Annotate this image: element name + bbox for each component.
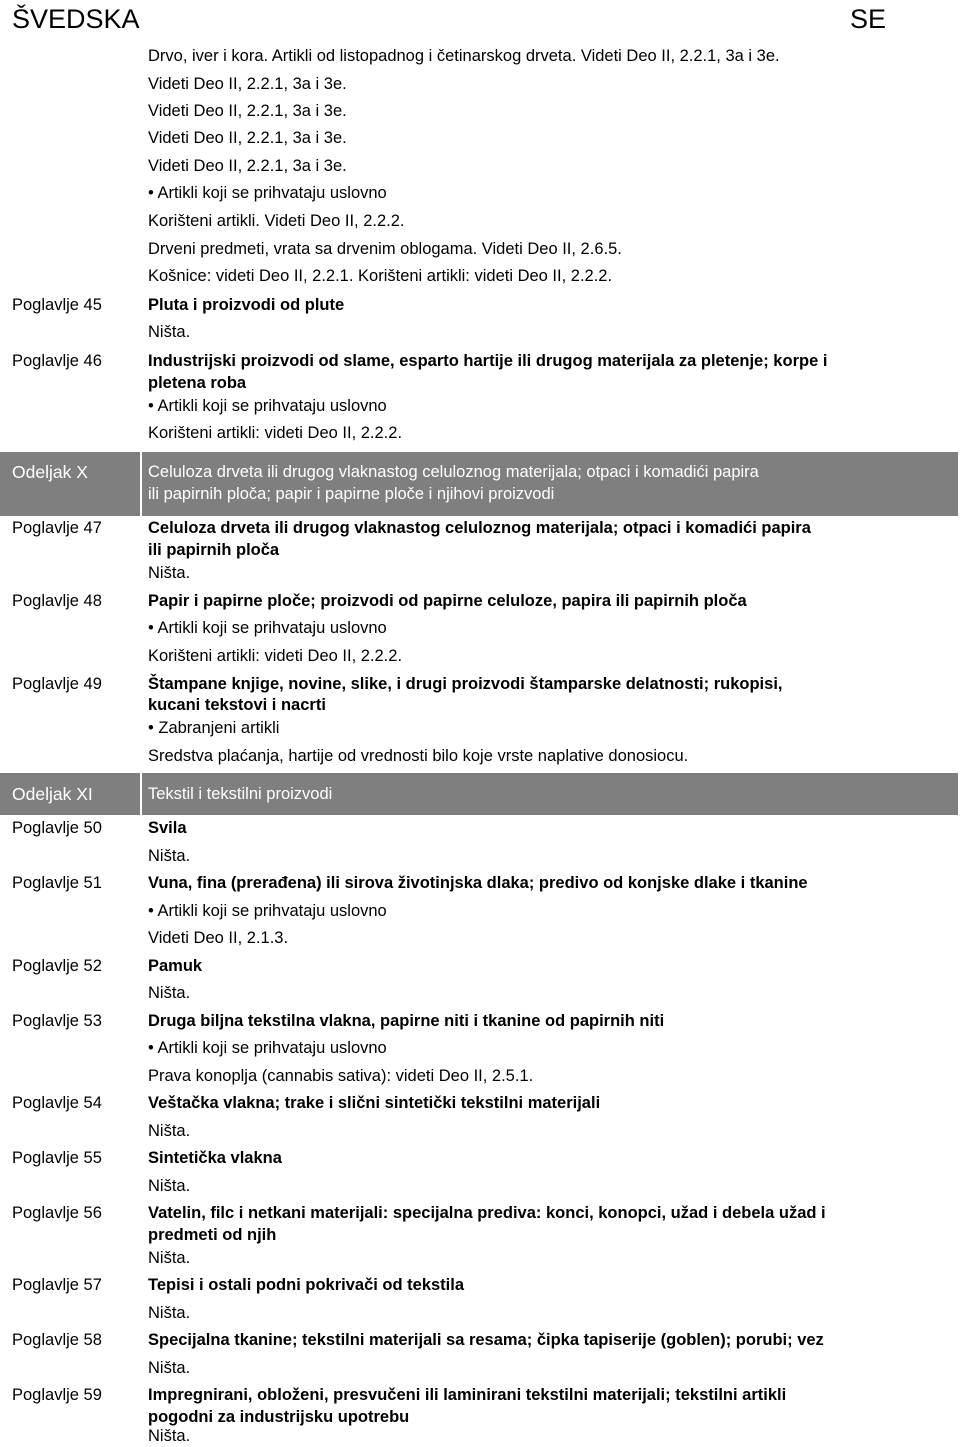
chapter-bullet: • Artikli koji se prihvataju uslovno xyxy=(148,397,387,415)
chapter-note: Videti Deo II, 2.1.3. xyxy=(148,929,289,947)
chapter-note: Ništa. xyxy=(148,1427,191,1445)
page-header xyxy=(12,4,886,40)
section-band xyxy=(0,773,958,815)
chapter-label: Poglavlje 51 xyxy=(12,874,102,892)
chapter-bullet: • Artikli koji se prihvataju uslovno xyxy=(148,619,387,637)
chapter-note: Ništa. xyxy=(148,847,191,865)
chapter-title: Papir i papirne ploče; proizvodi od papirne celuloze, papira ili papirnih ploča xyxy=(148,592,747,610)
chapter-title: Industrijski proizvodi od slame, esparto hartije ili drugog materijala za pletenje; korpe i xyxy=(148,352,828,370)
chapter-note: Ništa. xyxy=(148,984,191,1002)
section-title-cont: ili papirnih ploča; papir i papirne ploče i njihovi proizvodi xyxy=(148,485,555,503)
chapter-label: Poglavlje 56 xyxy=(12,1204,102,1222)
chapter-note: Ništa. xyxy=(148,1249,191,1267)
section-band xyxy=(0,452,958,516)
chapter-bullet: • Artikli koji se prihvataju uslovno xyxy=(148,1039,387,1057)
chapter-note: Ništa. xyxy=(148,564,191,582)
section-label: Odeljak X xyxy=(12,462,88,482)
chapter-bullet: • Zabranjeni artikli xyxy=(148,719,280,737)
chapter-note: Ništa. xyxy=(148,1122,191,1140)
band-divider xyxy=(140,452,142,516)
chapter-label: Poglavlje 49 xyxy=(12,675,102,693)
chapter-note: Ništa. xyxy=(148,1177,191,1195)
country-code: SE xyxy=(849,4,886,34)
chapter-title: Vuna, fina (prerađena) ili sirova životinjska dlaka; predivo od konjske dlake i tkanine xyxy=(148,874,808,892)
section-title: Celuloza drveta ili drugog vlaknastog celuloznog materijala; otpaci i komadići papira xyxy=(148,463,759,481)
chapter-label: Poglavlje 52 xyxy=(12,957,102,975)
chapter-title: Vatelin, filc i netkani materijali: specijalna prediva: konci, konopci, užad i debela užad i xyxy=(148,1204,826,1222)
chapter-bullet: • Artikli koji se prihvataju uslovno xyxy=(148,902,387,920)
chapter-title: Specijalna tkanine; tekstilni materijali sa resama; čipka tapiserije (goblen); porubi; vez xyxy=(148,1331,824,1349)
band-divider xyxy=(140,773,142,815)
chapter-label: Poglavlje 50 xyxy=(12,819,102,837)
chapter-title: Celuloza drveta ili drugog vlaknastog celuloznog materijala; otpaci i komadići papira xyxy=(148,519,811,537)
intro-line: Videti Deo II, 2.2.1, 3a i 3e. xyxy=(148,75,347,93)
chapter-label: Poglavlje 55 xyxy=(12,1149,102,1167)
chapter-title: Sintetička vlakna xyxy=(148,1149,282,1167)
intro-line: Videti Deo II, 2.2.1, 3a i 3e. xyxy=(148,102,347,120)
chapter-label: Poglavlje 54 xyxy=(12,1094,102,1112)
chapter-note: Ništa. xyxy=(148,1359,191,1377)
chapter-label: Poglavlje 57 xyxy=(12,1276,102,1294)
intro-line: Videti Deo II, 2.2.1, 3a i 3e. xyxy=(148,129,347,147)
intro-line: Drvo, iver i kora. Artikli od listopadnog i četinarskog drveta. Videti Deo II, 2.2.1, 3a i 3e. xyxy=(148,47,780,65)
chapter-label: Poglavlje 58 xyxy=(12,1331,102,1349)
chapter-label: Poglavlje 59 xyxy=(12,1386,102,1404)
chapter-title-cont: ili papirnih ploča xyxy=(148,541,280,559)
section-title: Tekstil i tekstilni proizvodi xyxy=(148,785,333,803)
chapter-note: Ništa. xyxy=(148,1304,191,1322)
intro-bullet: • Artikli koji se prihvataju uslovno xyxy=(148,184,387,202)
chapter-title: Pamuk xyxy=(148,957,203,975)
intro-line: Drveni predmeti, vrata sa drvenim oblogama. Videti Deo II, 2.6.5. xyxy=(148,240,622,258)
chapter-note: Prava konoplja (cannabis sativa): videti Deo II, 2.5.1. xyxy=(148,1067,534,1085)
chapter-label: Poglavlje 47 xyxy=(12,519,102,537)
chapter-title: Veštačka vlakna; trake i slični sintetički tekstilni materijali xyxy=(148,1094,601,1112)
chapter-title-cont: kucani tekstovi i nacrti xyxy=(148,696,326,714)
intro-line: Košnice: videti Deo II, 2.2.1. Korišteni artikli: videti Deo II, 2.2.2. xyxy=(148,267,613,285)
chapter-label: Poglavlje 48 xyxy=(12,592,102,610)
chapter-label: Poglavlje 53 xyxy=(12,1012,102,1030)
intro-line: Videti Deo II, 2.2.1, 3a i 3e. xyxy=(148,157,347,175)
chapter-title: Svila xyxy=(148,819,187,837)
chapter-title: Pluta i proizvodi od plute xyxy=(148,296,345,314)
chapter-note: Ništa. xyxy=(148,323,191,341)
chapter-label: Poglavlje 45 xyxy=(12,296,102,314)
chapter-note: Korišteni artikli: videti Deo II, 2.2.2. xyxy=(148,424,403,442)
country-name: ŠVEDSKA xyxy=(12,4,140,34)
chapter-title: Štampane knjige, novine, slike, i drugi proizvodi štamparske delatnosti; rukopisi, xyxy=(148,675,783,693)
intro-line: Korišteni artikli. Videti Deo II, 2.2.2. xyxy=(148,212,405,230)
chapter-note: Sredstva plaćanja, hartije od vrednosti bilo koje vrste naplative donosiocu. xyxy=(148,747,689,765)
chapter-title: Impregnirani, obloženi, presvučeni ili laminirani tekstilni materijali; tekstilni artikli xyxy=(148,1386,787,1404)
chapter-title-cont: pogodni za industrijsku upotrebu xyxy=(148,1408,410,1426)
section-label: Odeljak XI xyxy=(12,784,93,804)
chapter-title-cont: predmeti od njih xyxy=(148,1226,277,1244)
chapter-label: Poglavlje 46 xyxy=(12,352,102,370)
chapter-title: Druga biljna tekstilna vlakna, papirne niti i tkanine od papirnih niti xyxy=(148,1012,665,1030)
chapter-title: Tepisi i ostali podni pokrivači od tekstila xyxy=(148,1276,465,1294)
chapter-title-cont: pletena roba xyxy=(148,374,247,392)
chapter-note: Korišteni artikli: videti Deo II, 2.2.2. xyxy=(148,647,403,665)
